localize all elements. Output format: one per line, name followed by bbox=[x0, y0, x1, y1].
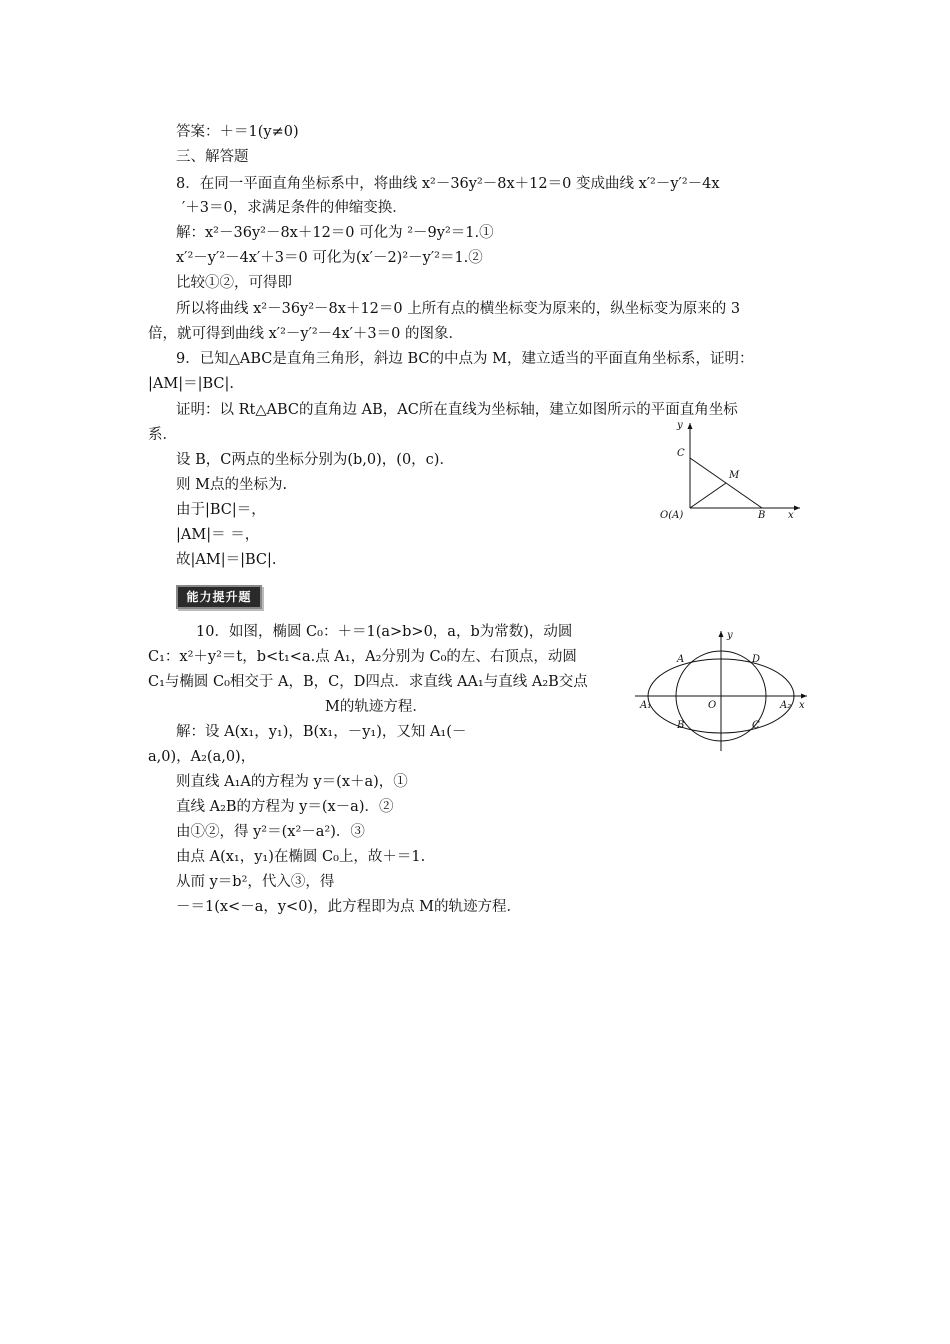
fig2-a-label: A bbox=[677, 654, 685, 665]
q9-line-2: |AM|＝|BC|. bbox=[148, 376, 234, 392]
section-heading: 三、解答题 bbox=[176, 149, 249, 165]
q10-solution-6: 由点 A(x₁，y₁)在椭圆 C₀上，故＋＝1. bbox=[176, 849, 426, 865]
q9-proof-2: 系． bbox=[148, 427, 177, 443]
q9-line-1: 9．已知△ABC是直角三角形，斜边 BC的中点为 M，建立适当的平面直角坐标系，证明： bbox=[176, 351, 754, 367]
section-badge: 能力提升题 bbox=[176, 585, 262, 609]
q9-proof-1: 证明：以 Rt△ABC的直角边 AB，AC所在直线为坐标轴，建立如图所示的平面直角坐标 bbox=[176, 402, 738, 418]
q8-solution-4: 所以将曲线 x²－36y²－8x＋12＝0 上所有点的横坐标变为原来的，纵坐标变为原来的 3 bbox=[176, 301, 741, 317]
fig2-d-label: D bbox=[752, 654, 761, 665]
triangle-figure bbox=[655, 418, 805, 523]
fig1-y-label: y bbox=[677, 420, 683, 431]
q10-solution-4: 直线 A₂B的方程为 y＝(x－a)．② bbox=[176, 799, 394, 815]
q10-solution-1: 解：设 A(x₁，y₁)，B(x₁，－y₁)，又知 A₁(－ bbox=[176, 724, 467, 740]
q9-proof-7: 故|AM|＝|BC|. bbox=[176, 552, 277, 568]
q10-solution-8: －＝1(x<－a，y<0)，此方程即为点 M的轨迹方程． bbox=[176, 899, 522, 915]
fig2-y-label: y bbox=[727, 630, 733, 641]
answer-line: 答案：＋＝1(y≠0) bbox=[176, 124, 299, 140]
q10-line-1: 10．如图，椭圆 C₀：＋＝1(a>b>0，a，b为常数)，动圆 bbox=[196, 624, 573, 640]
q10-solution-7: 从而 y＝b²，代入③，得 bbox=[176, 874, 335, 890]
fig1-x-label: x bbox=[788, 510, 794, 521]
fig2-a1-label: A₁ bbox=[640, 700, 652, 711]
q9-proof-5: 由于|BC|＝， bbox=[176, 502, 266, 518]
fig2-b-label: B bbox=[677, 720, 685, 731]
q10-solution-5: 由①②，得 y²＝(x²－a²)．③ bbox=[176, 824, 365, 840]
q10-solution-2: a,0)，A₂(a,0)， bbox=[148, 749, 256, 765]
fig2-c-label: C bbox=[752, 720, 760, 731]
q10-line-2: C₁：x²＋y²＝t，b<t₁<a.点 A₁，A₂分别为 C₀的左、右顶点，动圆 bbox=[148, 649, 577, 665]
fig2-o-label: O bbox=[708, 700, 717, 711]
q9-proof-6: |AM|＝ ＝， bbox=[176, 527, 260, 543]
fig2-x-label: x bbox=[799, 700, 805, 711]
fig2-a2-label: A₂ bbox=[780, 700, 792, 711]
ellipse-figure bbox=[635, 628, 810, 753]
fig1-o-label: O(A) bbox=[660, 510, 684, 521]
q9-proof-3: 设 B，C两点的坐标分别为(b,0)，(0，c)． bbox=[176, 452, 454, 468]
fig1-m-label: M bbox=[729, 470, 740, 481]
fig1-b-label: B bbox=[758, 510, 766, 521]
q8-solution-2: x′²－y′²－4x′＋3＝0 可化为(x′－2)²－y′²＝1.② bbox=[176, 250, 483, 266]
q10-solution-3: 则直线 A₁A的方程为 y＝(x＋a)，① bbox=[176, 774, 408, 790]
q10-line-3: C₁与椭圆 C₀相交于 A，B，C，D四点．求直线 AA₁与直线 A₂B交点 bbox=[148, 674, 588, 690]
q8-solution-3: 比较①②，可得即 bbox=[176, 275, 292, 291]
fig1-c-label: C bbox=[677, 448, 685, 459]
q8-line-1: 8．在同一平面直角坐标系中，将曲线 x²－36y²－8x＋12＝0 变成曲线 x′²－y′²－4x bbox=[176, 176, 720, 192]
q8-line-2: ′＋3＝0，求满足条件的伸缩变换． bbox=[182, 200, 407, 216]
q8-solution-5: 倍，就可得到曲线 x′²－y′²－4x′＋3＝0 的图象． bbox=[148, 326, 463, 342]
q9-proof-4: 则 M点的坐标为. bbox=[176, 477, 288, 493]
q10-line-4: M的轨迹方程． bbox=[325, 699, 427, 715]
q8-solution-1: 解：x²－36y²－8x＋12＝0 可化为 ²－9y²＝1.① bbox=[176, 225, 494, 241]
